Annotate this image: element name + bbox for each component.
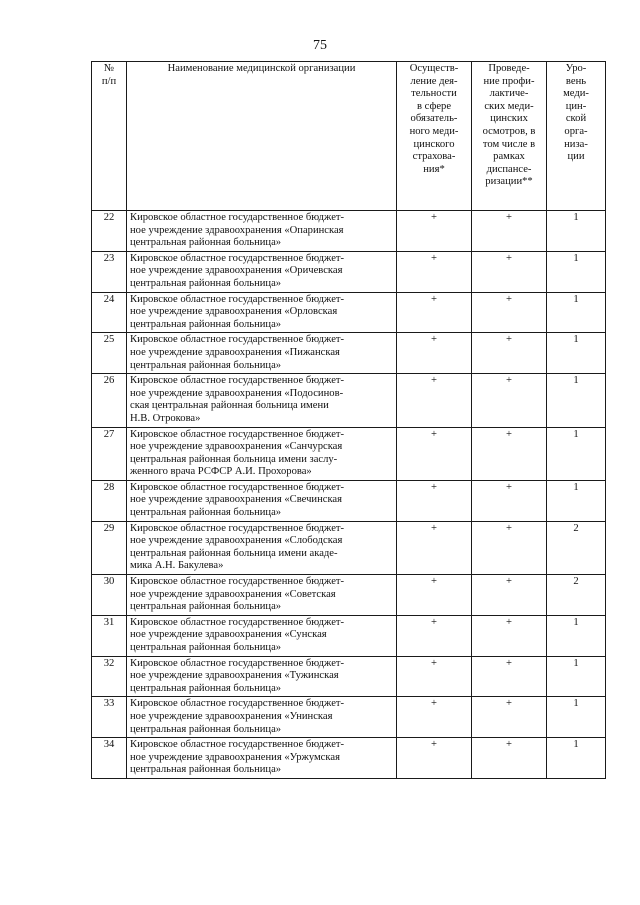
organization-level: 1 bbox=[547, 427, 606, 480]
organization-level: 1 bbox=[547, 211, 606, 252]
row-number: 25 bbox=[92, 333, 127, 374]
checkups-mark: + bbox=[472, 427, 547, 480]
checkups-mark: + bbox=[472, 738, 547, 779]
table-row bbox=[92, 480, 606, 521]
table-row bbox=[92, 656, 606, 697]
table-row bbox=[92, 738, 606, 779]
page-number: 75 bbox=[313, 38, 327, 53]
table-row bbox=[92, 615, 606, 656]
table-row bbox=[92, 292, 606, 333]
organization-level: 1 bbox=[547, 656, 606, 697]
organization-name: Кировское областное государственное бюджет- ное учреждение здравоохранения «Санчурская центральная районная больница имени заслу- женного врача РСФСР А.И. Прохорова» bbox=[127, 427, 397, 480]
organization-level: 1 bbox=[547, 251, 606, 292]
oms-mark: + bbox=[397, 374, 472, 427]
table-row bbox=[92, 427, 606, 480]
checkups-mark: + bbox=[472, 656, 547, 697]
row-number: 22 bbox=[92, 211, 127, 252]
organization-name: Кировское областное государственное бюджет- ное учреждение здравоохранения «Орловская центральная районная больница» bbox=[127, 292, 397, 333]
table-row bbox=[92, 211, 606, 252]
organization-name: Кировское областное государственное бюджет- ное учреждение здравоохранения «Советская центральная районная больница» bbox=[127, 575, 397, 616]
checkups-mark: + bbox=[472, 211, 547, 252]
oms-mark: + bbox=[397, 521, 472, 574]
row-number: 32 bbox=[92, 656, 127, 697]
oms-mark: + bbox=[397, 251, 472, 292]
row-number: 30 bbox=[92, 575, 127, 616]
checkups-mark: + bbox=[472, 480, 547, 521]
table-row bbox=[92, 697, 606, 738]
organization-level: 1 bbox=[547, 697, 606, 738]
row-number: 31 bbox=[92, 615, 127, 656]
oms-mark: + bbox=[397, 427, 472, 480]
checkups-mark: + bbox=[472, 251, 547, 292]
oms-mark: + bbox=[397, 656, 472, 697]
row-number: 28 bbox=[92, 480, 127, 521]
table-row bbox=[92, 575, 606, 616]
checkups-mark: + bbox=[472, 575, 547, 616]
table-row bbox=[92, 251, 606, 292]
row-number: 26 bbox=[92, 374, 127, 427]
organization-name: Кировское областное государственное бюджет- ное учреждение здравоохранения «Опаринская центральная районная больница» bbox=[127, 211, 397, 252]
oms-mark: + bbox=[397, 575, 472, 616]
header-number: № п/п bbox=[92, 62, 127, 211]
checkups-mark: + bbox=[472, 292, 547, 333]
organization-level: 1 bbox=[547, 738, 606, 779]
organization-level: 1 bbox=[547, 480, 606, 521]
row-number: 24 bbox=[92, 292, 127, 333]
table-row bbox=[92, 521, 606, 574]
header-oms: Осуществ- ление дея- тельности в сфере обязатель- ного меди- цинского страхова- ния* bbox=[397, 62, 472, 211]
row-number: 29 bbox=[92, 521, 127, 574]
organization-name: Кировское областное государственное бюджет- ное учреждение здравоохранения «Подосинов- ская центральная районная больница имени Н.В. Отрокова» bbox=[127, 374, 397, 427]
organization-name: Кировское областное государственное бюджет- ное учреждение здравоохранения «Уржумская центральная районная больница» bbox=[127, 738, 397, 779]
checkups-mark: + bbox=[472, 521, 547, 574]
oms-mark: + bbox=[397, 615, 472, 656]
organization-name: Кировское областное государственное бюджет- ное учреждение здравоохранения «Пижанская центральная районная больница» bbox=[127, 333, 397, 374]
table-row bbox=[92, 333, 606, 374]
checkups-mark: + bbox=[472, 697, 547, 738]
checkups-mark: + bbox=[472, 374, 547, 427]
organization-name: Кировское областное государственное бюджет- ное учреждение здравоохранения «Сунская центральная районная больница» bbox=[127, 615, 397, 656]
organization-level: 2 bbox=[547, 521, 606, 574]
oms-mark: + bbox=[397, 697, 472, 738]
oms-mark: + bbox=[397, 480, 472, 521]
organization-level: 2 bbox=[547, 575, 606, 616]
header-checkups: Проведе- ние профи- лактиче- ских меди- цинских осмотров, в том числе в рамках диспансе- ризации** bbox=[472, 62, 547, 211]
table-header-row bbox=[92, 62, 606, 211]
row-number: 23 bbox=[92, 251, 127, 292]
organization-name: Кировское областное государственное бюджет- ное учреждение здравоохранения «Слободская центральная районная больница имени акаде- мика А.Н. Бакулева» bbox=[127, 521, 397, 574]
checkups-mark: + bbox=[472, 333, 547, 374]
row-number: 27 bbox=[92, 427, 127, 480]
checkups-mark: + bbox=[472, 615, 547, 656]
header-organization-name: Наименование медицинской организации bbox=[127, 62, 397, 211]
organization-level: 1 bbox=[547, 292, 606, 333]
organization-name: Кировское областное государственное бюджет- ное учреждение здравоохранения «Свечинская центральная районная больница» bbox=[127, 480, 397, 521]
row-number: 33 bbox=[92, 697, 127, 738]
oms-mark: + bbox=[397, 333, 472, 374]
table-row bbox=[92, 374, 606, 427]
medical-organizations-table bbox=[91, 61, 606, 779]
organization-level: 1 bbox=[547, 333, 606, 374]
header-level: Уро- вень меди- цин- ской орга- низа- ции bbox=[547, 62, 606, 211]
oms-mark: + bbox=[397, 738, 472, 779]
organization-level: 1 bbox=[547, 615, 606, 656]
organization-name: Кировское областное государственное бюджет- ное учреждение здравоохранения «Тужинская центральная районная больница» bbox=[127, 656, 397, 697]
organization-name: Кировское областное государственное бюджет- ное учреждение здравоохранения «Оричевская центральная районная больница» bbox=[127, 251, 397, 292]
oms-mark: + bbox=[397, 292, 472, 333]
organization-name: Кировское областное государственное бюджет- ное учреждение здравоохранения «Унинская центральная районная больница» bbox=[127, 697, 397, 738]
oms-mark: + bbox=[397, 211, 472, 252]
row-number: 34 bbox=[92, 738, 127, 779]
organization-level: 1 bbox=[547, 374, 606, 427]
